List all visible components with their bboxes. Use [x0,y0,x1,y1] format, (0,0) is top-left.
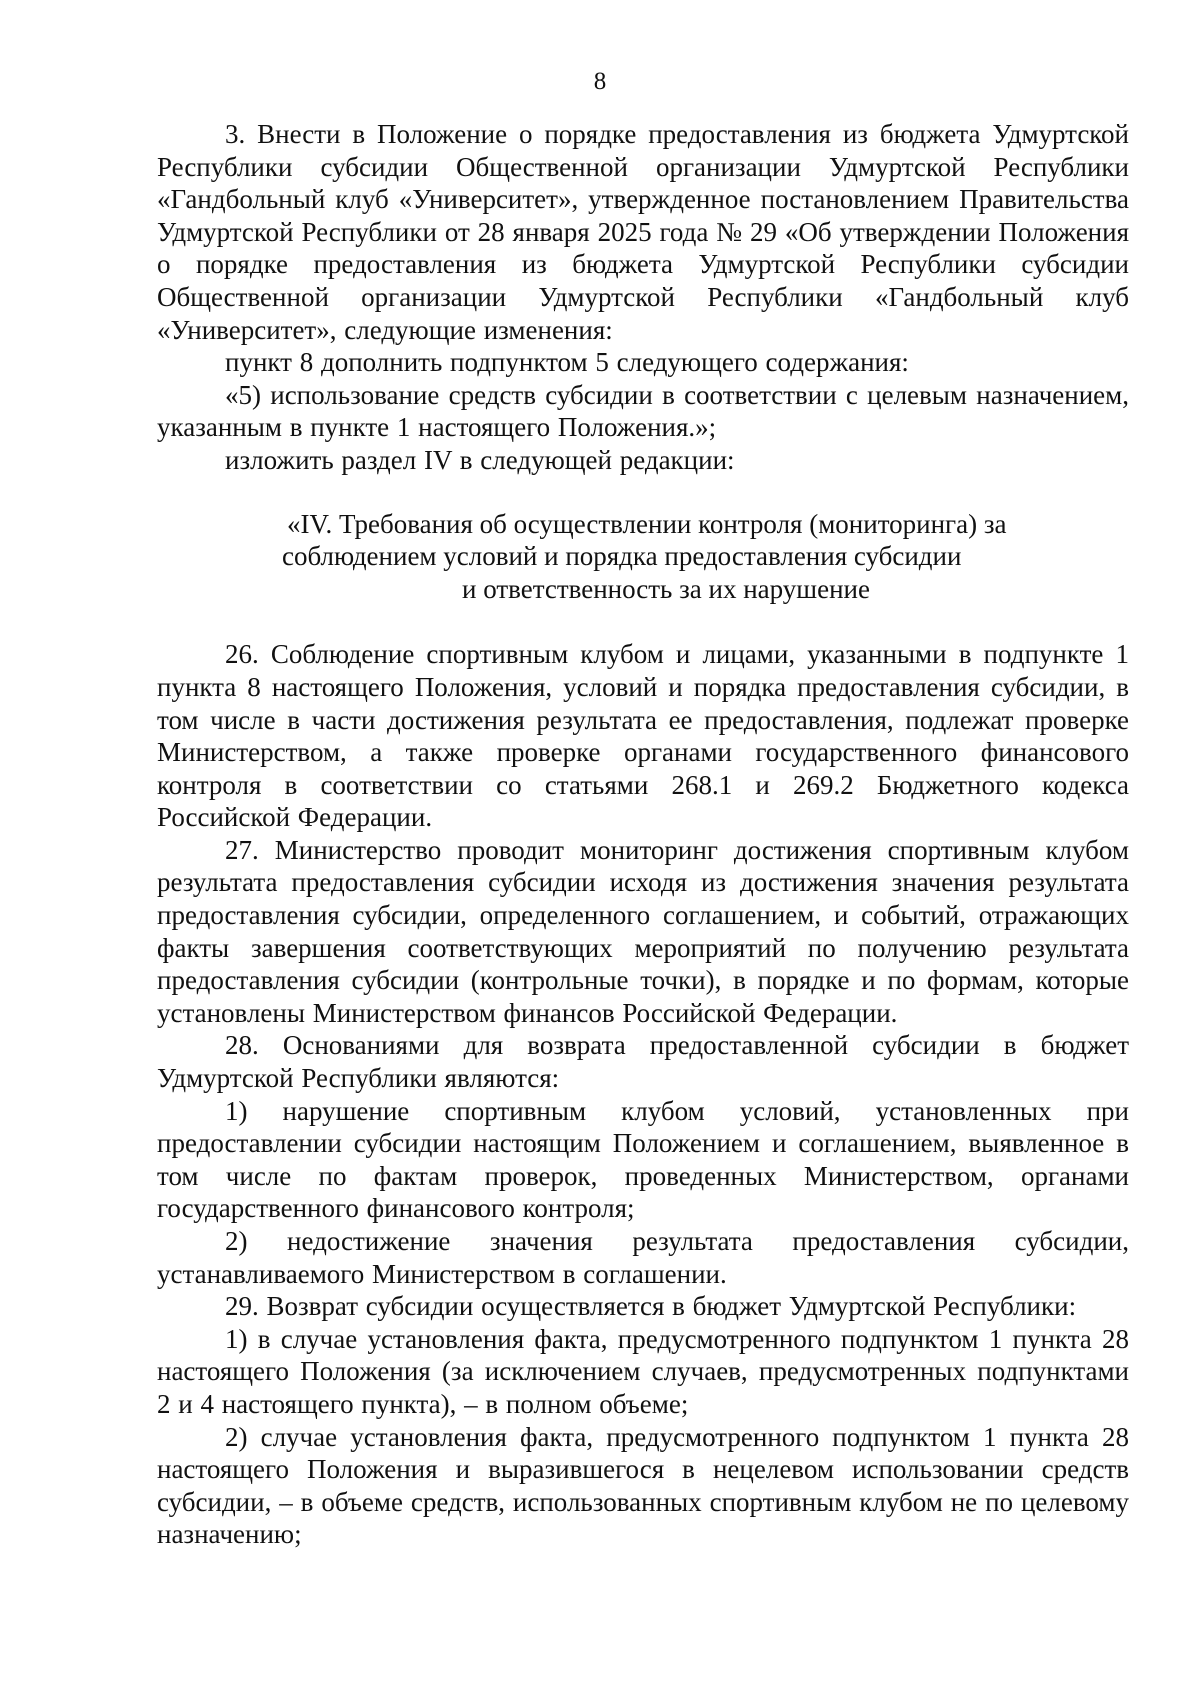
paragraph-section-iv-intro: изложить раздел IV в следующей редакции: [225,444,735,475]
paragraph-28-item-1: 1) нарушение спортивным клубом условий, установленных при предоставлении субсидии настоящим Положением и соглашением, выявленное в том числе по фактам проверок, проведенных Министерством, органами государственного финансового контроля; [157,1095,1129,1224]
paragraph-29-item-1: 1) в случае установления факта, предусмотренного подпунктом 1 пункта 28 настоящего Положения (за исключением случаев, предусмотренных подпунктами 2 и 4 настоящего пункта), – в полном объеме; [157,1323,1129,1419]
page-number: 8 [593,68,607,95]
section-heading-line-1: «IV. Требования об осуществлении контроля (мониторинга) за [287,508,1007,539]
paragraph-27: 27. Министерство проводит мониторинг достижения спортивным клубом результата предоставления субсидии исходя из достижения значения результата предоставления субсидии, определенного соглашением, и событий, отражающих факты завершения соответствующих мероприятий по получению результата предоставления субсидии (контрольные точки), в порядке и по формам, которые установлены Министерством финансов Российской Федерации. [157,834,1129,1028]
paragraph-28: 28. Основаниями для возврата предоставленной субсидии в бюджет Удмуртской Республики являются: [157,1030,1129,1094]
paragraph-29: 29. Возврат субсидии осуществляется в бюджет Удмуртской Республики: [225,1291,1077,1322]
section-heading-line-3: и ответственность за их нарушение [462,573,870,604]
paragraph-amendment-intro: 3. Внести в Положение о порядке предоставления из бюджета Удмуртской Республики субсидии Общественной организации Удмуртской Республики «Гандбольный клуб «Университет», утвержденное постановлением Правительства Удмуртской Республики от 28 января 2025 года № 29 «Об утверждении Положения о порядке предоставления из бюджета Удмуртской Республики субсидии Общественной организации Удмуртской Республики «Гандбольный клуб «Университет», следующие изменения: [157,119,1129,345]
section-heading [157,508,1129,606]
paragraph-subpoint-5: «5) использование средств субсидии в соответствии с целевым назначением, указанным в пункте 1 настоящего Положения.»; [157,379,1129,443]
paragraph-point-8-addition: пункт 8 дополнить подпунктом 5 следующего содержания: [225,347,909,378]
paragraph-29-item-2: 2) случае установления факта, предусмотренного подпунктом 1 пункта 28 настоящего Положения и выразившегося в нецелевом использовании средств субсидии, – в объеме средств, использованных спортивным клубом не по целевому назначению; [157,1421,1129,1550]
paragraph-28-item-2: 2) недостижение значения результата предоставления субсидии, устанавливаемого Министерством в соглашении. [157,1226,1129,1289]
document-body [157,118,1129,1551]
paragraph-26: 26. Соблюдение спортивным клубом и лицами, указанными в подпункте 1 пункта 8 настоящего Положения, условий и порядка предоставления субсидии, в том числе в части достижения результата ее предоставления, подлежат проверке Министерством, а также проверке органами государственного финансового контроля в соответствии со статьями 268.1 и 269.2 Бюджетного кодекса Российской Федерации. [157,639,1129,833]
section-heading-line-2: соблюдением условий и порядка предоставления субсидии [282,541,962,572]
